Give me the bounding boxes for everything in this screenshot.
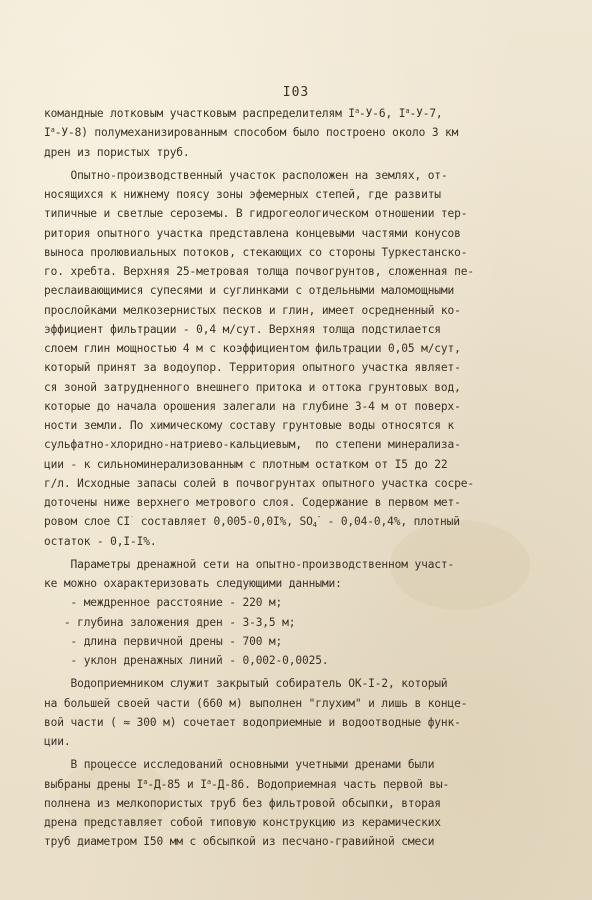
text-run: Параметры дренажной сети на опытно-производственном участ- [44, 557, 455, 571]
text-line [44, 713, 554, 732]
text-line [44, 123, 554, 142]
text-run: ции. [44, 735, 71, 748]
text-run: -У-8) полумеханизированным способом было построено около 3 км [54, 126, 459, 140]
text-line [44, 574, 554, 593]
text-line [44, 632, 554, 651]
text-run: ся зоной затрудненного внешнего притока и оттока грунтовых вод, [44, 380, 461, 394]
text-line [44, 301, 554, 320]
text-line [44, 143, 554, 162]
text-line [44, 262, 554, 281]
superscript: ″ [316, 515, 321, 524]
text-run: - 0,04-0,4%, плотный [320, 515, 460, 529]
text-line [44, 512, 554, 531]
text-run: который принят за водоупор. Территория опытного участка являет- [44, 361, 461, 375]
text-line [44, 794, 554, 813]
text-line [44, 320, 554, 339]
text-line [44, 339, 554, 358]
text-run: ке можно охарактеризовать следующими данными: [44, 577, 342, 590]
text-line [44, 166, 554, 185]
text-run: ности земли. По химическому составу грунтовые воды относятся к [44, 419, 455, 432]
text-run: ритория опытного участка представлена концевыми частями конусов [44, 226, 461, 240]
text-run: вой части ( ≈ 300 м) сочетает водоприемные и водоотводные функ- [44, 715, 461, 729]
superscript: a [50, 126, 55, 135]
text-run: которые до начала орошения залегали на глубине 3-4 м от поверх- [44, 399, 461, 413]
text-line [44, 281, 554, 300]
text-run: дрен из пористых труб. [44, 145, 190, 159]
text-run: полнена из мелкопористых труб без фильтровой обсыпки, вторая [44, 796, 441, 810]
text-line [44, 674, 554, 693]
text-run: ровом слое CI [44, 515, 131, 529]
page-number: I03 [282, 85, 310, 100]
text-line [44, 832, 554, 851]
text-line [44, 185, 554, 204]
text-line [44, 532, 554, 551]
text-run: выноса пролювиальных потоков, стекающих со стороны Туркестанско- [44, 245, 468, 259]
text-run: го. хребта. Верхняя 25-метровая толща почвогрунтов, сложенная пе- [44, 265, 475, 278]
text-line [44, 613, 554, 632]
text-run: носящихся к нижнему поясу зоны эфемерных степей, где развиты [44, 188, 441, 201]
text-run: реслаивающимися супесями и суглинками с отдельными маломощными [44, 284, 455, 298]
text-line [44, 397, 554, 416]
text-run: -У-7, [409, 107, 443, 120]
text-run: труб диаметром I50 мм с обсыпкой из песчано-гравийной смеси [44, 835, 435, 849]
text-run: - длина первичной дрены - 700 м; [44, 634, 283, 648]
text-line [44, 435, 554, 454]
text-run: - глубина заложения дрен - 3-3,5 м; [44, 615, 296, 629]
subscript: 4 [312, 521, 317, 530]
text-run: -Д-86. Водоприемная часть первой вы- [211, 777, 450, 791]
text-run: выбраны дрены I [44, 777, 144, 791]
text-run: командные лотковым участковым распределителям I [44, 107, 355, 120]
text-line [44, 104, 554, 123]
text-run: Водоприемником служит закрытый собиратель ОК-I-2, который [44, 677, 448, 691]
text-line [44, 651, 554, 670]
text-run: сульфатно-хлоридно-натриево-кальциевым, по степени минерализа- [44, 438, 461, 452]
text-run: Опытно-производственный участок расположен на землях, от- [44, 168, 448, 182]
text-line [44, 224, 554, 243]
text-run: г/л. Исходные запасы солей в почвогрунтах опытного участка сосре- [44, 476, 475, 490]
superscript: ′ [130, 515, 135, 524]
text-line [44, 755, 554, 774]
text-run: доточены ниже верхнего метрового слоя. Содержание в первом мет- [44, 496, 461, 509]
text-run: остаток - 0,I-I%. [44, 534, 157, 548]
text-run: -Д-85 и I [147, 777, 207, 791]
text-run: - уклон дренажных линий - 0,002-0,0025. [44, 654, 329, 667]
superscript: a [143, 777, 148, 786]
text-run: - междренное расстояние - 220 м; [44, 596, 283, 610]
text-line [44, 243, 554, 262]
text-line [44, 474, 554, 493]
document-body [44, 104, 554, 852]
text-line [44, 555, 554, 574]
text-line [44, 775, 554, 794]
text-run: типичные и светлые сероземы. В гидрогеологическом отношении тер- [44, 207, 468, 221]
text-run: слоем глин мощностью 4 м с коэффициентом фильтрации 0,05 м/сут, [44, 342, 461, 355]
text-run: ции - к сильноминерализованным с плотным остатком от I5 до 22 [44, 457, 448, 471]
text-run: В процессе исследований основными учетными дренами были [44, 758, 435, 772]
superscript: a [354, 107, 360, 115]
text-run: эффициент фильтрации - 0,4 м/сут. Верхняя толща подстилается [44, 322, 441, 336]
text-line [44, 732, 554, 751]
text-run: I [44, 126, 51, 140]
text-run: -У-6, I [359, 107, 406, 120]
text-run: составляет 0,005-0,0I%, SO [134, 515, 313, 529]
superscript: a [206, 777, 211, 786]
text-run: прослойками мелкозернистых песков и глин, имеет осредненный ко- [44, 303, 461, 317]
text-line [44, 694, 554, 713]
text-line [44, 813, 554, 832]
text-line [44, 204, 554, 223]
text-line [44, 416, 554, 435]
text-line [44, 378, 554, 397]
text-line [44, 493, 554, 512]
text-line [44, 593, 554, 612]
superscript: a [405, 107, 410, 115]
text-line [44, 358, 554, 377]
text-line [44, 455, 554, 474]
text-run: дрена представляет собой типовую конструкцию из керамических [44, 816, 441, 829]
text-run: на большей своей части (660 м) выполнен "глухим" и лишь в конце- [44, 696, 468, 710]
